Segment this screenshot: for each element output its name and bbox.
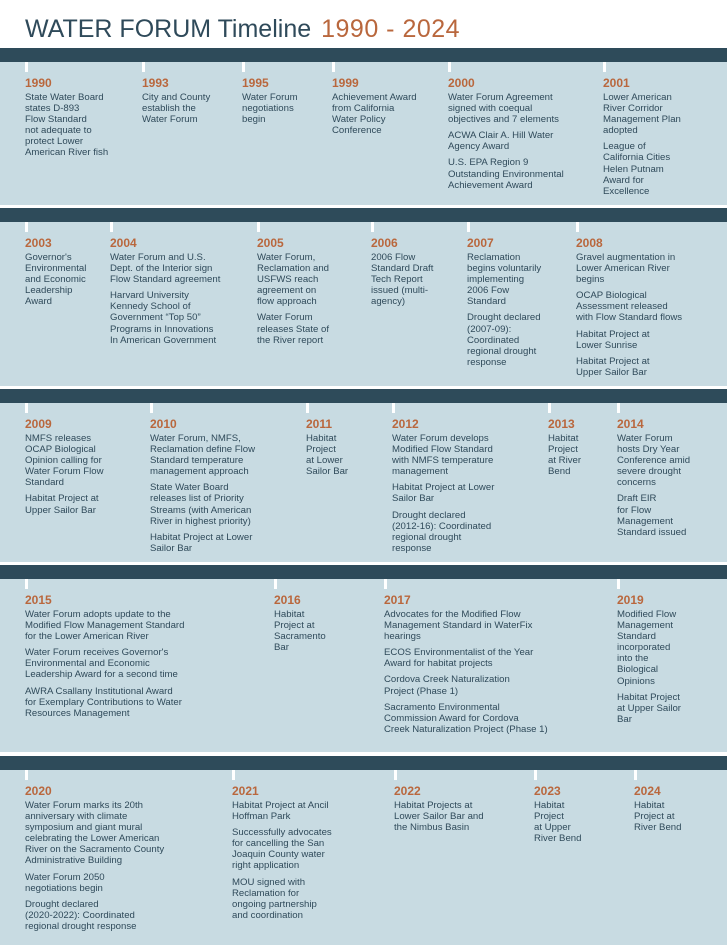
entry-item: Drought declared (2012-16): Coordinated regional drought response [392,509,492,554]
entry-items [548,433,581,482]
entry-items [617,609,681,730]
entry-item: Sacramento Environmental Commission Award for Cordova Creek Naturalization Project (Phase 1) [384,701,548,735]
entry-item: Habitat Projects at Lower Sailor Bar and the Nimbus Basin [394,800,484,834]
entry-year: 2022 [394,784,421,798]
entry-item: ECOS Environmentalist of the Year Award for habitat projects [384,647,534,670]
entry-items [371,252,433,312]
entry-item: Water Forum 2050 negotiations begin [25,871,105,894]
title-text: WATER FORUM Timeline [25,15,312,43]
entry-item: AWRA Csallany Institutional Award for Exemplary Contributions to Water Resources Management [25,685,182,719]
entry-item: Advocates for the Modified Flow Management Standard in WaterFix hearings [384,609,533,643]
entry-item: Habitat Project at Ancil Hoffman Park [232,800,329,823]
entry-item: Achievement Award from California Water Policy Conference [332,92,417,137]
entry-item: Water Forum releases State of the River report [257,312,329,346]
entry-item: City and County establish the Water Forum [142,92,211,126]
entry-item: Lower American River Corridor Management Plan adopted [603,92,681,137]
entry-items [392,433,494,559]
timeline-tick [332,62,335,72]
entry-year: 2001 [603,76,630,90]
timeline-tick [534,770,537,780]
entry-item: Habitat Project at Lower Sunrise [576,328,650,351]
entry-item: State Water Board states D-893 Flow Standard not adequate to protect Lower American River fish [25,92,109,159]
timeline-tick [617,403,620,413]
entry-year: 2011 [306,417,333,431]
entry-items [25,800,164,937]
timeline-tick [467,222,470,232]
entry-items [603,92,681,202]
timeline-bar [0,208,727,222]
timeline-tick [548,403,551,413]
entry-items [257,252,329,351]
entry-item: Habitat Project at Lower Sailor Bar [392,482,495,505]
entry-item: Gravel augmentation in Lower American River begins [576,252,676,286]
entry-items [110,252,220,351]
entry-year: 2023 [534,784,561,798]
entry-item: OCAP Biological Assessment released with Flow Standard flows [576,290,683,324]
timeline-bar [0,756,727,770]
page-title [25,14,460,44]
entry-item: Habitat Project at Sacramento Bar [274,609,326,654]
timeline-tick [232,770,235,780]
timeline-tick [25,222,28,232]
entry-items [25,433,104,521]
timeline-tick [394,770,397,780]
entry-items [150,433,255,559]
timeline-tick [110,222,113,232]
entry-item: Water Forum marks its 20th anniversary with climate symposium and giant mural celebrating the Lower American River on the Sacramento County Administrative Building [25,800,165,867]
entry-item: Harvard University Kennedy School of Government “Top 50” Programs in Innovations In American Government [110,290,217,346]
entry-items [576,252,682,383]
entry-items [306,433,348,482]
entry-year: 2024 [634,784,661,798]
entry-year: 2004 [110,236,137,250]
entry-item: Draft EIR for Flow Management Standard issued [617,493,687,538]
entry-item: Habitat Project at Upper Sailor Bar [617,691,681,725]
timeline-row [0,565,727,752]
entry-year: 2008 [576,236,603,250]
timeline-bar [0,565,727,579]
entry-item: Water Forum adopts update to the Modified Flow Management Standard for the Lower American River [25,609,185,643]
timeline-tick [384,579,387,589]
entry-year: 2017 [384,593,411,607]
timeline-tick [617,579,620,589]
timeline-bar [0,389,727,403]
entry-year: 2016 [274,593,301,607]
entry-year: 2021 [232,784,259,798]
entry-year: 2000 [448,76,475,90]
entry-items [448,92,564,196]
timeline-tick [274,579,277,589]
entry-item: U.S. EPA Region 9 Outstanding Environmental Achievement Award [448,157,564,191]
entry-item: Reclamation begins voluntarily implementing 2006 Fow Standard [467,252,542,308]
entry-item: Habitat Project at Upper River Bend [534,800,582,845]
timeline-tick [25,62,28,72]
entry-items [617,433,690,543]
entry-items [25,609,184,724]
entry-item: MOU signed with Reclamation for ongoing partnership and coordination [232,876,317,921]
timeline-tick [25,579,28,589]
entry-item: Habitat Project at Upper Sailor Bar [576,355,650,378]
timeline-row [0,208,727,386]
entry-item: Water Forum develops Modified Flow Standard with NMFS temperature management [392,433,494,478]
entry-year: 2013 [548,417,575,431]
timeline-tick [25,403,28,413]
entry-items [384,609,548,740]
entry-item: 2006 Flow Standard Draft Tech Report issued (multi- agency) [371,252,434,308]
timeline-row [0,389,727,562]
entry-items [274,609,326,658]
timeline-tick [371,222,374,232]
timeline-tick [448,62,451,72]
entry-items [394,800,484,838]
timeline-tick [242,62,245,72]
entry-item: Habitat Project at Lower Sailor Bar [306,433,349,478]
entry-items [142,92,210,130]
entry-items [534,800,581,849]
timeline-tick [150,403,153,413]
entry-item: League of California Cities Helen Putnam Award for Excellence [603,141,671,197]
entry-year: 2003 [25,236,52,250]
entry-year: 2007 [467,236,494,250]
timeline-row [0,48,727,205]
entry-year: 2020 [25,784,52,798]
entry-items [634,800,681,838]
timeline-tick [576,222,579,232]
entry-item: Water Forum Agreement signed with coequal objectives and 7 elements [448,92,559,126]
entry-item: Water Forum receives Governor's Environmental and Economic Leadership Award for a second time [25,647,178,681]
timeline-bar [0,48,727,62]
entry-item: Drought declared (2020-2022): Coordinated regional drought response [25,898,137,932]
entry-item: Habitat Project at River Bend [634,800,682,834]
timeline-tick [257,222,260,232]
entry-items [25,252,86,312]
entry-item: Water Forum hosts Dry Year Conference amid severe drought concerns [617,433,691,489]
timeline-tick [142,62,145,72]
entry-year: 1995 [242,76,269,90]
entry-item: State Water Board releases list of Priority Streams (with American River in highest priority) [150,482,252,527]
timeline-tick [634,770,637,780]
timeline-tick [25,770,28,780]
entry-item: Cordova Creek Naturalization Project (Phase 1) [384,674,510,697]
entry-year: 2019 [617,593,644,607]
entry-item: Governor's Environmental and Economic Leadership Award [25,252,87,308]
entry-item: Water Forum negotiations begin [242,92,298,126]
entry-year: 1993 [142,76,169,90]
entry-year: 2009 [25,417,52,431]
entry-item: Habitat Project at Lower Sailor Bar [150,531,253,554]
timeline-tick [306,403,309,413]
entry-item: NMFS releases OCAP Biological Opinion calling for Water Forum Flow Standard [25,433,104,489]
entry-year: 2012 [392,417,419,431]
entry-items [25,92,108,164]
entry-item: Water Forum, Reclamation and USFWS reach agreement on flow approach [257,252,329,308]
timeline-tick [603,62,606,72]
entry-item: ACWA Clair A. Hill Water Agency Award [448,130,554,153]
entry-item: Modified Flow Management Standard incorporated into the Biological Opinions [617,609,677,687]
timeline-row [0,756,727,945]
entry-items [332,92,417,141]
title-range: 1990 - 2024 [321,15,461,43]
entry-item: Water Forum and U.S. Dept. of the Interior sign Flow Standard agreement [110,252,221,286]
entry-year: 1999 [332,76,359,90]
entry-item: Habitat Project at River Bend [548,433,582,478]
entry-year: 2015 [25,593,52,607]
entry-year: 2010 [150,417,177,431]
entry-year: 2014 [617,417,644,431]
entry-year: 2005 [257,236,284,250]
entry-item: Water Forum, NMFS, Reclamation define Flow Standard temperature management approach [150,433,256,478]
entry-year: 1990 [25,76,52,90]
entry-year: 2006 [371,236,398,250]
entry-item: Successfully advocates for cancelling the San Joaquin County water right application [232,827,332,872]
entry-item: Habitat Project at Upper Sailor Bar [25,493,99,516]
entry-item: Drought declared (2007-09): Coordinated regional drought response [467,312,541,368]
entry-items [242,92,298,130]
timeline-tick [392,403,395,413]
entry-items [232,800,332,926]
entry-items [467,252,541,373]
